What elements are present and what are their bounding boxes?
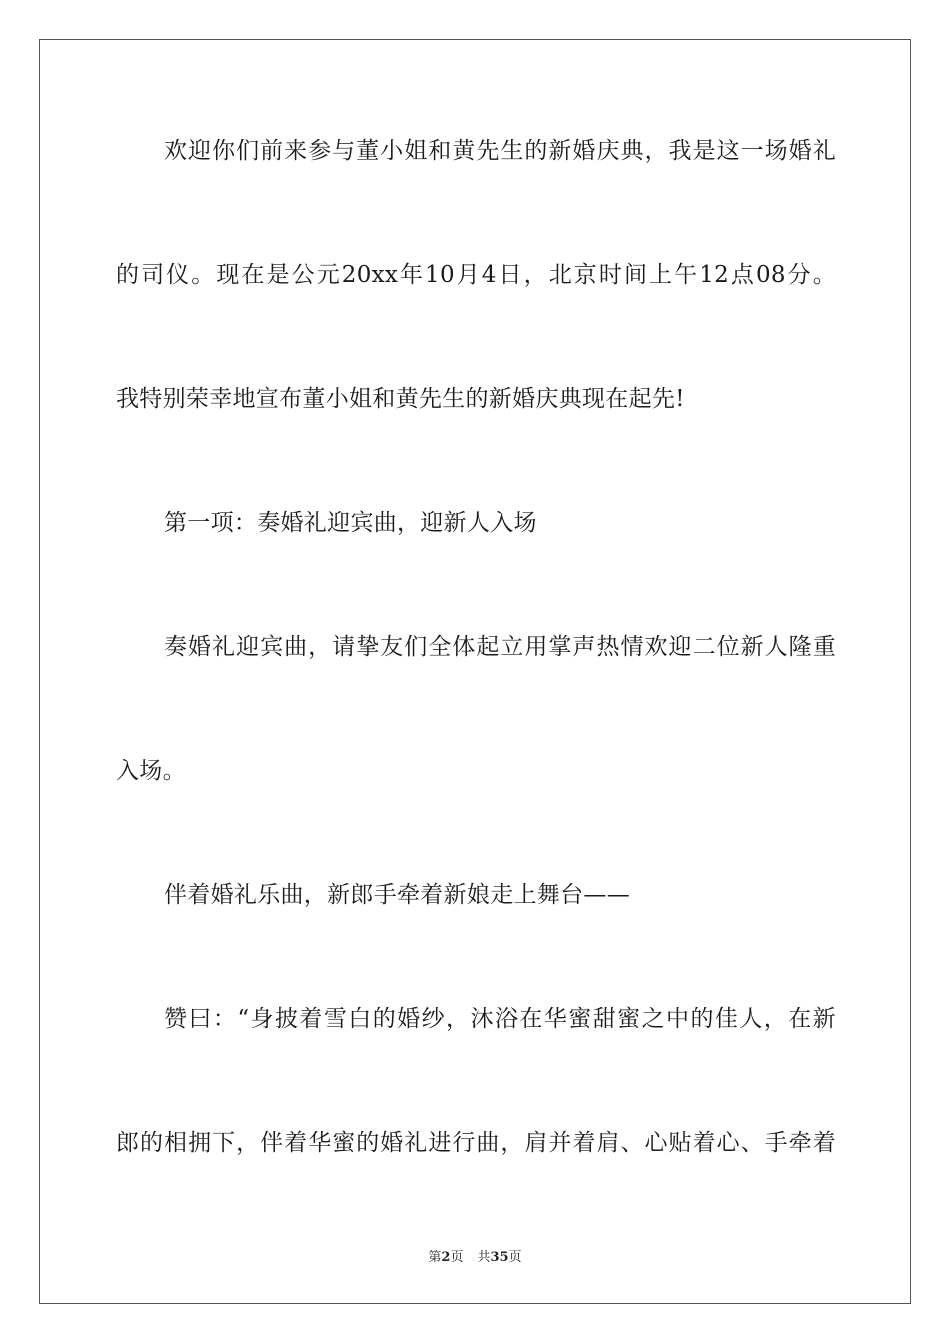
paragraph-line-6: 伴着婚礼乐曲，新郎手牵着新娘走上舞台—— — [164, 882, 630, 908]
page-footer — [0, 1246, 950, 1265]
page-suffix: 页 — [450, 1250, 464, 1265]
paragraph-line-1: 欢迎你们前来参与董小姐和黄先生的新婚庆典，我是这一场婚礼 — [164, 138, 836, 164]
page-number: 2 — [441, 1250, 451, 1265]
paragraph-line-4: 奏婚礼迎宾曲，请挚友们全体起立用掌声热情欢迎二位新人隆重 — [164, 634, 836, 660]
paragraph-line-2: 的司仪。现在是公元20xx年10月4日，北京时间上午12点08分。 — [116, 262, 836, 288]
page-prefix: 第 — [428, 1250, 442, 1265]
total-suffix: 页 — [508, 1250, 522, 1265]
section-heading-item-1: 第一项：奏婚礼迎宾曲，迎新人入场 — [164, 510, 537, 536]
total-pages: 35 — [490, 1250, 509, 1265]
paragraph-line-5: 入场。 — [116, 758, 186, 784]
total-prefix: 共 — [477, 1250, 491, 1265]
paragraph-line-8: 郎的相拥下，伴着华蜜的婚礼进行曲，肩并着肩、心贴着心、手牵着 — [116, 1130, 836, 1156]
paragraph-line-3: 我特别荣幸地宣布董小姐和黄先生的新婚庆典现在起先! — [116, 386, 685, 412]
page-border — [39, 39, 911, 1304]
paragraph-line-7: 赞曰：“身披着雪白的婚纱，沐浴在华蜜甜蜜之中的佳人，在新 — [164, 1006, 836, 1032]
